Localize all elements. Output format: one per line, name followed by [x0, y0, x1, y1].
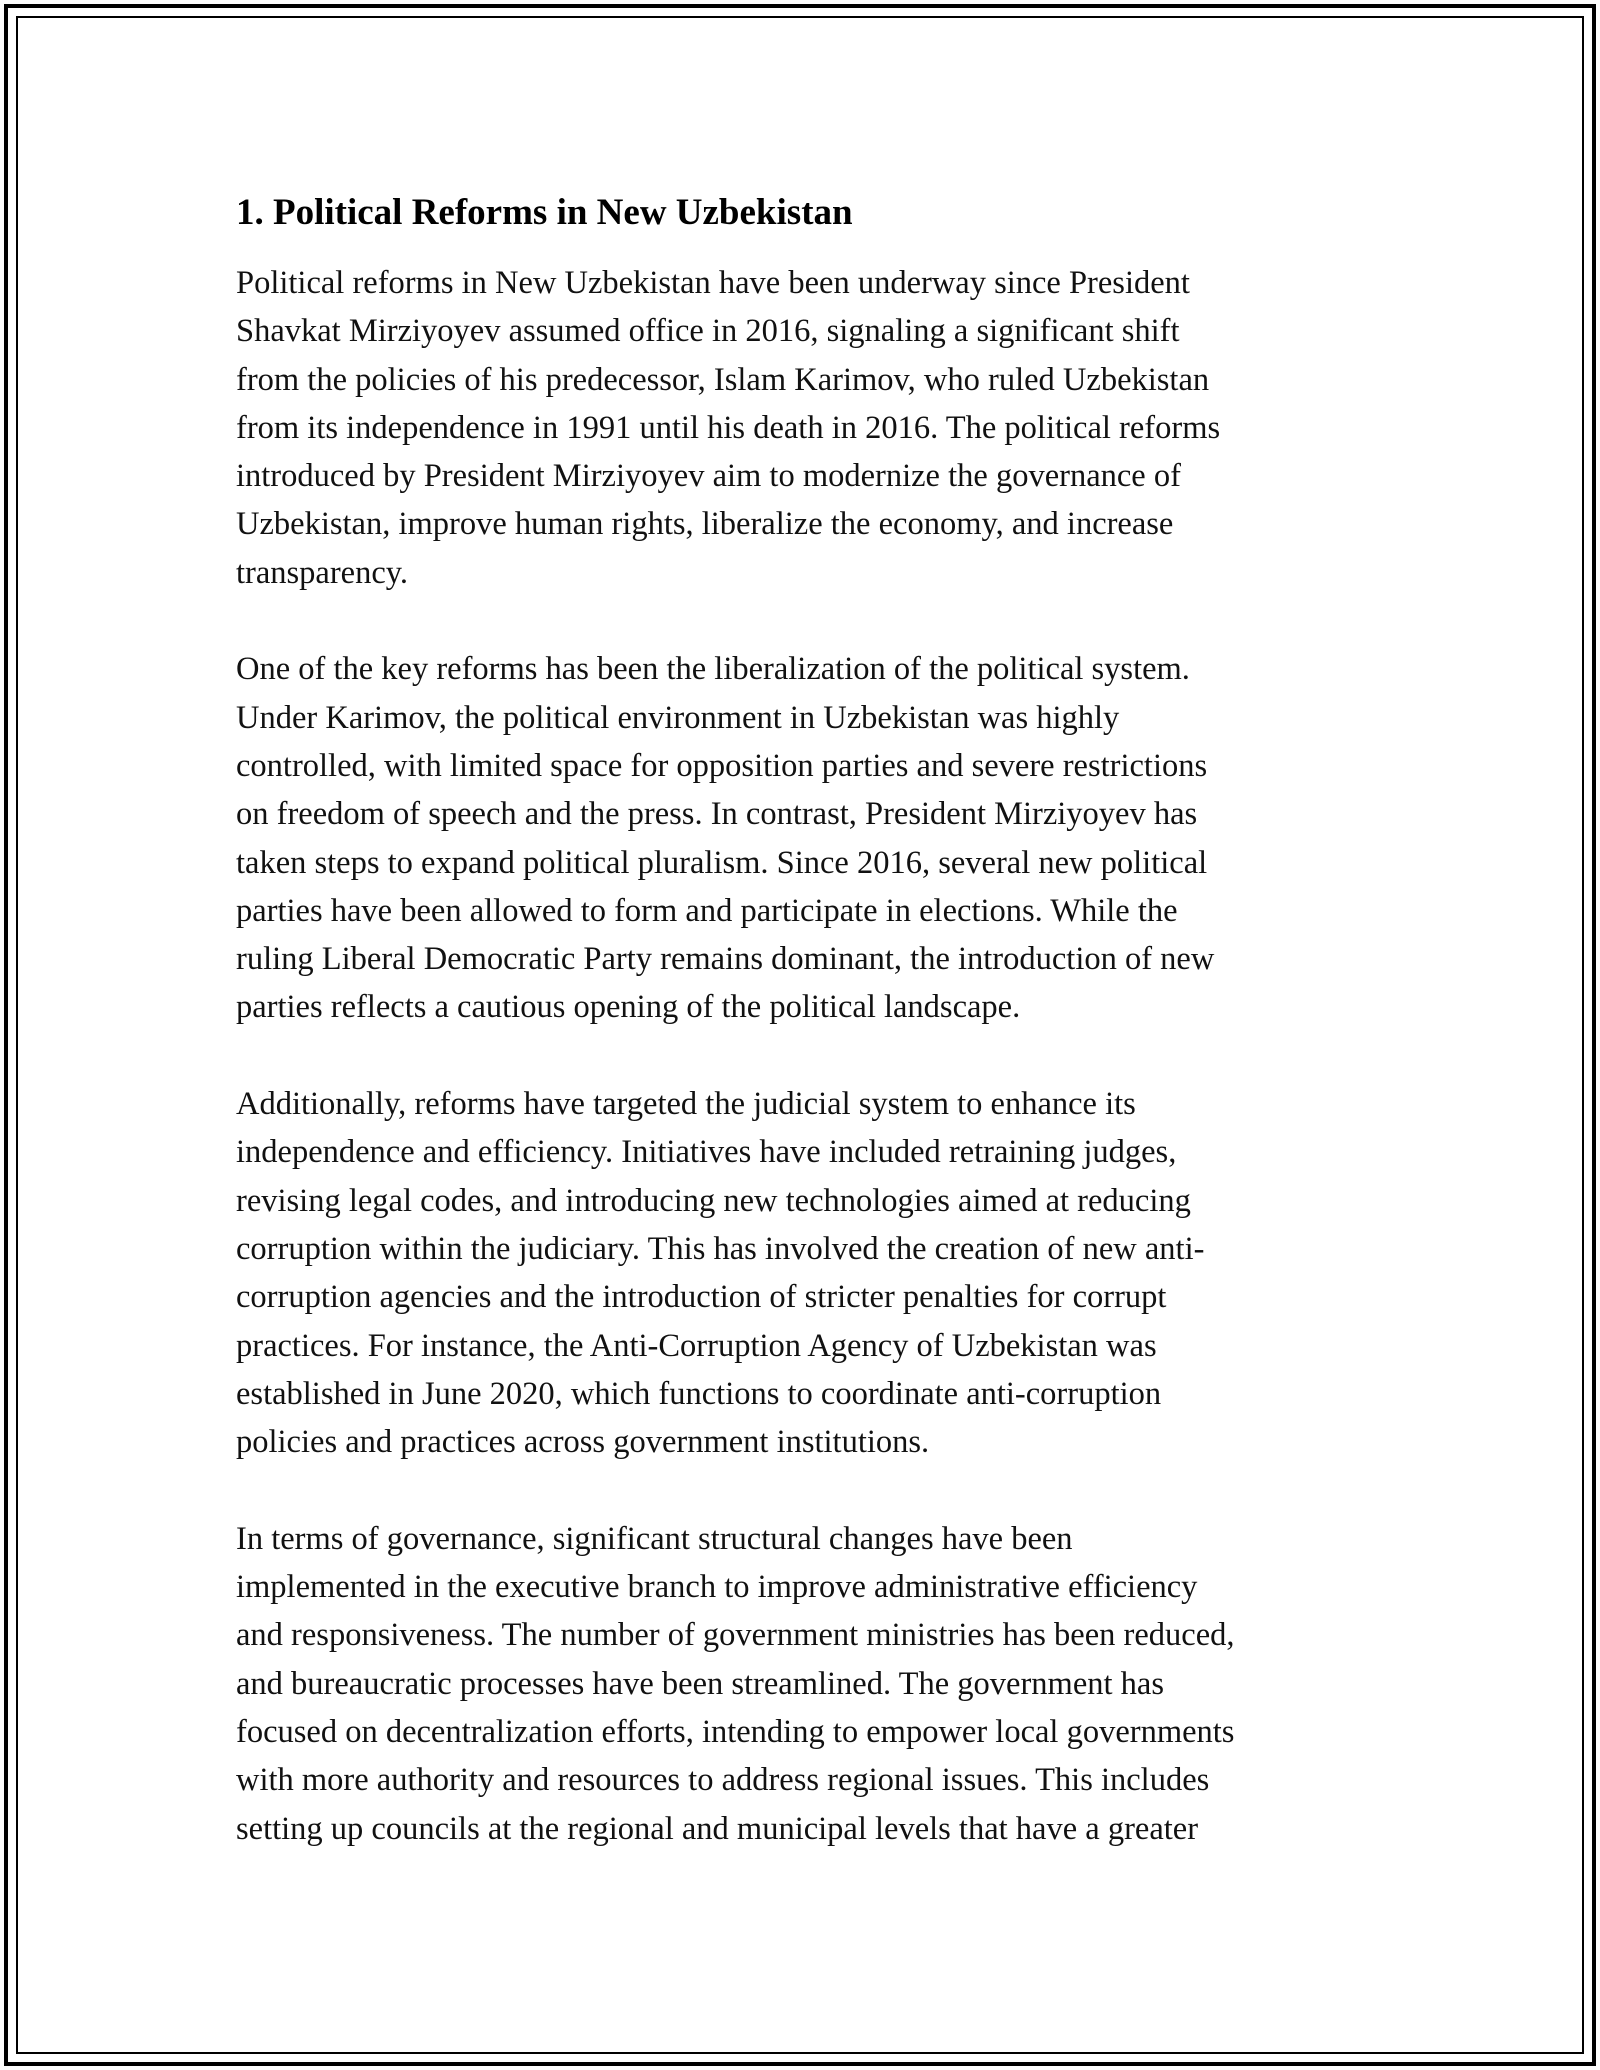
paragraph-line: focused on decentralization efforts, intending to empower local governments [236, 1713, 1235, 1750]
paragraph-line: implemented in the executive branch to improve administrative efficiency [236, 1569, 1198, 1606]
paragraph-line: on freedom of speech and the press. In contrast, President Mirziyoyev has [236, 796, 1198, 833]
paragraph-4 [236, 1515, 1376, 1853]
paragraph-line: Shavkat Mirziyoyev assumed office in 2016, signaling a significant shift [236, 313, 1180, 350]
paragraph-line: setting up councils at the regional and municipal levels that have a greater [236, 1810, 1199, 1847]
paragraph-line: from the policies of his predecessor, Islam Karimov, who ruled Uzbekistan [236, 361, 1210, 398]
paragraph-line: transparency. [236, 554, 409, 591]
paragraph-line: and responsiveness. The number of government ministries has been reduced, [236, 1617, 1235, 1654]
paragraph-line: parties have been allowed to form and participate in elections. While the [236, 892, 1178, 929]
paragraph-line: from its independence in 1991 until his death in 2016. The political reforms [236, 409, 1221, 446]
document-body [236, 185, 1376, 1901]
paragraph-2 [236, 645, 1376, 1031]
paragraph-line: Political reforms in New Uzbekistan have been underway since President [236, 265, 1190, 301]
paragraph-line: corruption within the judiciary. This has involved the creation of new anti- [236, 1230, 1205, 1267]
paragraph-line: independence and efficiency. Initiatives have included retraining judges, [236, 1134, 1177, 1171]
paragraph-line: established in June 2020, which functions to coordinate anti-corruption [236, 1375, 1162, 1412]
paragraph-line: with more authority and resources to address regional issues. This includes [236, 1762, 1210, 1799]
paragraph-line: In terms of governance, significant structural changes have been [236, 1520, 1073, 1557]
paragraph-line: One of the key reforms has been the liberalization of the political system. [236, 651, 1190, 688]
paragraph-3 [236, 1080, 1376, 1466]
paragraph-line: revising legal codes, and introducing new technologies aimed at reducing [236, 1182, 1191, 1219]
paragraph-line: taken steps to expand political pluralism. Since 2016, several new political [236, 844, 1208, 881]
paragraph-1 [236, 259, 1376, 597]
paragraph-line: Additionally, reforms have targeted the judicial system to enhance its [236, 1086, 1136, 1123]
paragraph-line: Uzbekistan, improve human rights, liberalize the economy, and increase [236, 506, 1174, 543]
paragraph-line: policies and practices across government institutions. [236, 1424, 930, 1461]
section-heading: 1. Political Reforms in New Uzbekistan [236, 192, 853, 233]
paragraph-line: practices. For instance, the Anti-Corruption Agency of Uzbekistan was [236, 1327, 1157, 1364]
paragraph-line: and bureaucratic processes have been streamlined. The government has [236, 1665, 1164, 1702]
paragraph-line: parties reflects a cautious opening of the political landscape. [236, 989, 1021, 1026]
paragraph-line: ruling Liberal Democratic Party remains dominant, the introduction of new [236, 941, 1215, 978]
paragraph-line: introduced by President Mirziyoyev aim to modernize the governance of [236, 458, 1181, 495]
paragraph-line: corruption agencies and the introduction of stricter penalties for corrupt [236, 1279, 1167, 1316]
paragraph-line: Under Karimov, the political environment in Uzbekistan was highly [236, 699, 1120, 736]
paragraph-line: controlled, with limited space for opposition parties and severe restrictions [236, 747, 1208, 784]
